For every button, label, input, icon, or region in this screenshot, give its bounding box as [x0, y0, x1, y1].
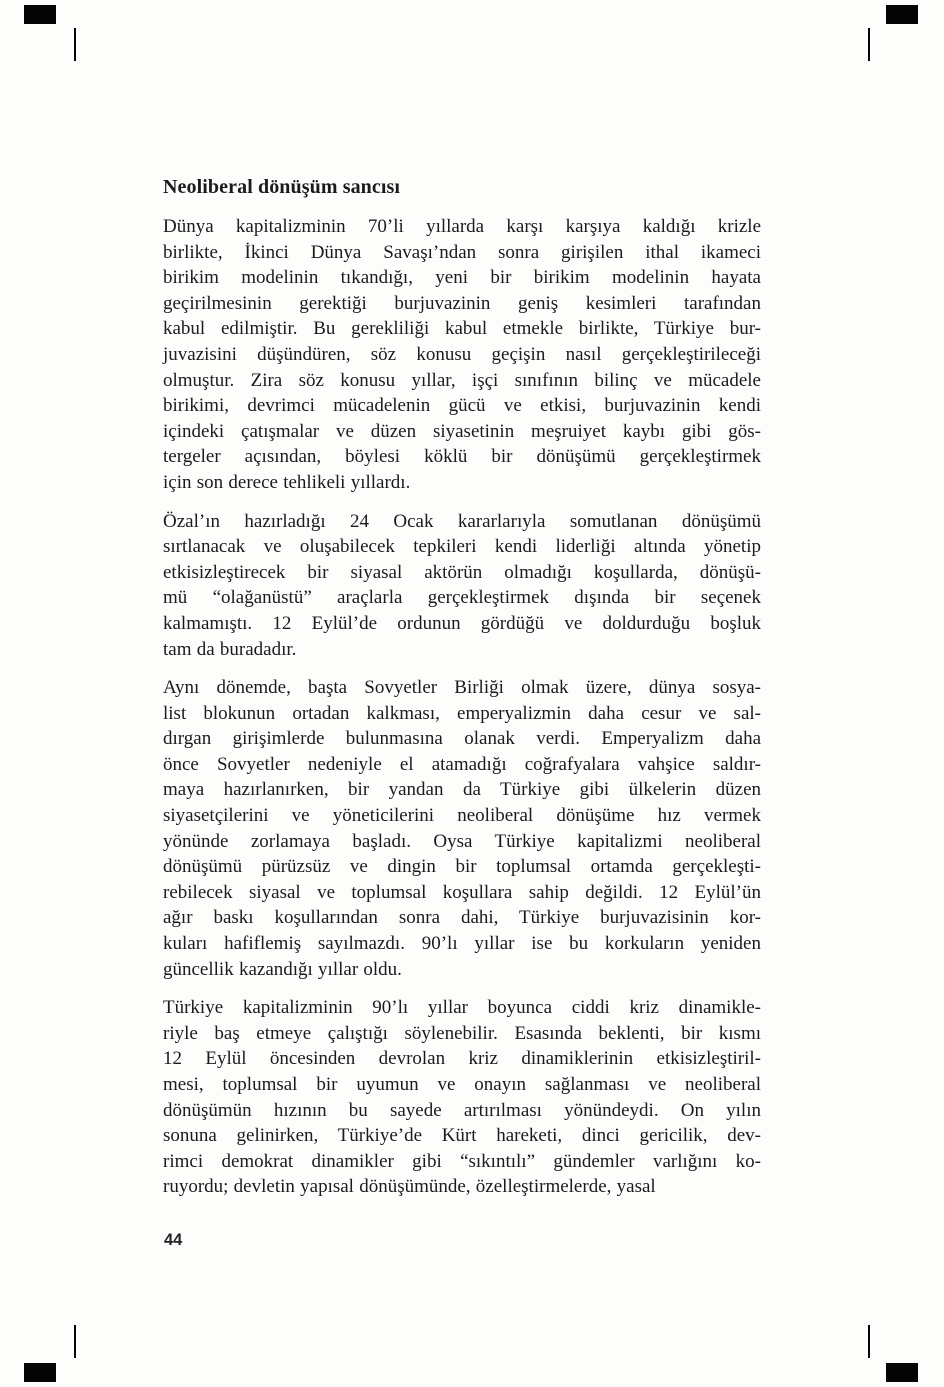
text-line: kuları hafiflemiş sayılmazdı. 90’lı yıllar ise bu korkuların yeniden	[163, 933, 761, 955]
text-line: kalmamıştı. 12 Eylül’de ordunun gördüğü ve doldurduğu boşluk	[163, 612, 761, 634]
text-line: Türkiye kapitalizminin 90’lı yıllar boyunca ciddi kriz dinamikle-	[163, 997, 761, 1019]
section-heading: Neoliberal dönüşüm sancısı	[163, 176, 401, 198]
text-line: siyasetçilerini ve yöneticilerini neoliberal dönüşüme hız vermek	[163, 805, 761, 827]
text-line: juvazisini düşündüren, söz konusu geçişin nasıl gerçekleştirileceği	[163, 343, 761, 365]
text-line: ruyordu; devletin yapısal dönüşümünde, özelleştirmelerde, yasal	[163, 1176, 656, 1198]
paragraph	[163, 214, 761, 496]
crop-mark-top-left-line	[74, 28, 76, 61]
text-line: list blokunun ortadan kalkması, emperyalizmin daha cesur ve sal-	[163, 702, 761, 724]
crop-mark-bottom-left-line	[74, 1325, 76, 1358]
crop-mark-bottom-right-block	[886, 1363, 918, 1382]
text-line: Dünya kapitalizminin 70’li yıllarda karşı karşıya kaldığı krizle	[163, 216, 761, 237]
page-number: 44	[164, 1231, 183, 1249]
text-line: kabul edilmiştir. Bu gerekliliği kabul etmekle birlikte, Türkiye bur-	[163, 318, 761, 340]
paragraph	[163, 509, 761, 663]
text-line: birlikte, İkinci Dünya Savaşı’ndan sonra girişilen ithal ikameci	[163, 241, 761, 263]
crop-mark-top-right-block	[886, 5, 918, 24]
text-line: dönüşümün hızının bu sayede artırılması yönündeydi. On yılın	[163, 1099, 761, 1121]
crop-mark-top-right-line	[868, 28, 870, 61]
text-line: sonuna gelinirken, Türkiye’de Kürt hareketi, dinci gericilik, dev-	[163, 1125, 761, 1147]
text-line: mü “olağanüstü” araçlarla gerçekleştirmek dışında bir seçenek	[163, 587, 761, 609]
text-line: etkisizleştirecek bir siyasal aktörün olmadığı koşullarda, dönüşü-	[163, 561, 761, 583]
text-line: birikimi, devrimci mücadelenin gücü ve etkisi, burjuvazinin kendi	[163, 395, 761, 417]
crop-mark-bottom-left-block	[24, 1363, 56, 1382]
text-line: Özal’ın hazırladığı 24 Ocak kararlarıyla somutlanan dönüşümü	[163, 510, 761, 532]
text-line: geçirilmesinin gerektiği burjuvazinin geniş kesimleri tarafından	[163, 292, 761, 314]
paragraphs-container	[163, 214, 761, 1200]
text-line: tam da buradadır.	[163, 638, 297, 660]
text-line: 12 Eylül öncesinden devrolan kriz dinamiklerinin etkisizleştiril-	[163, 1048, 761, 1070]
text-line: olmuştur. Zira söz konusu yıllar, işçi sınıfının bilinç ve mücadele	[163, 369, 761, 391]
text-line: içindeki çatışmalar ve düzen siyasetinin meşruiyet kaybı gibi gös-	[163, 420, 761, 442]
text-line: sırtlanacak ve oluşabilecek tepkileri kendi liderliği altında yönetip	[163, 536, 761, 558]
text-line: mesi, toplumsal bir uyumun ve onayın sağlanması ve neoliberal	[163, 1074, 761, 1095]
text-block	[163, 174, 761, 1213]
text-line: birikim modelinin tıkandığı, yeni bir birikim modelinin hayata	[163, 267, 761, 289]
text-line: rebilecek siyasal ve toplumsal koşullara sahip değildi. 12 Eylül’ün	[163, 881, 761, 903]
text-line: dırgan girişimlerde bulunmasına olanak verdi. Emperyalizm daha	[163, 728, 761, 750]
text-line: yönünde zorlamaya başladı. Oysa Türkiye kapitalizmi neoliberal	[163, 830, 761, 852]
text-line: riyle baş etmeye çalıştığı söylenebilir. Esasında beklenti, bir kısmı	[163, 1022, 761, 1044]
crop-mark-bottom-right-line	[868, 1325, 870, 1358]
text-line: Aynı dönemde, başta Sovyetler Birliği olmak üzere, dünya sosya-	[163, 677, 761, 699]
text-line: dönüşümü pürüzsüz ve dingin bir toplumsal ortamda gerçekleşti-	[163, 856, 761, 878]
text-line: maya hazırlanırken, bir yandan da Türkiye gibi ülkelerin düzen	[163, 779, 761, 801]
text-line: güncellik kazandığı yıllar oldu.	[163, 958, 402, 980]
paragraph	[163, 995, 761, 1200]
text-line: ağır baskı koşullarından sonra dahi, Türkiye burjuvazisinin kor-	[163, 907, 761, 929]
paragraph	[163, 675, 761, 982]
text-line: için son derece tehlikeli yıllardı.	[163, 471, 411, 493]
crop-mark-top-left-block	[24, 5, 56, 24]
text-line: tergeler açısından, böylesi köklü bir dönüşümü gerçekleştirmek	[163, 446, 761, 468]
text-line: önce Sovyetler nedeniyle el atamadığı coğrafyalara vahşice saldır-	[163, 753, 761, 775]
text-line: rimci demokrat dinamikler gibi “sıkıntılı” gündemler varlığını ko-	[163, 1150, 761, 1172]
